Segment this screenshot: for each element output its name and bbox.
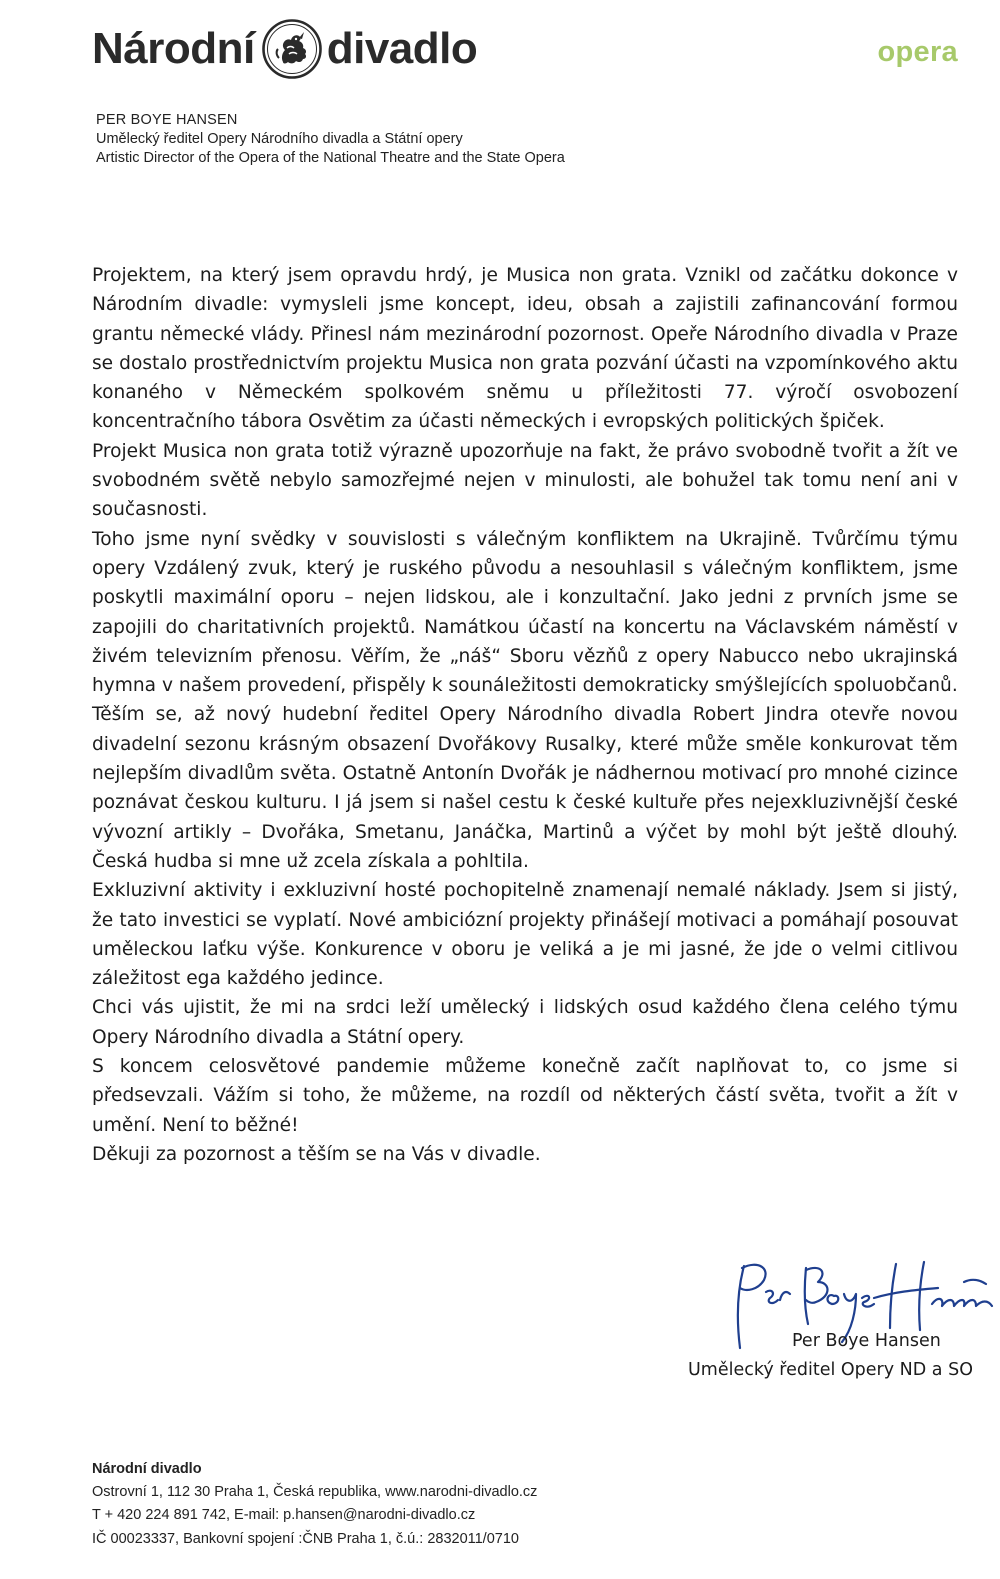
footer-contact: T + 420 224 891 742, E-mail: p.hansen@narodni-divadlo.cz (92, 1507, 476, 1524)
footer-bank: IČ 00023337, Bankovní spojení :ČNB Praha 1, č.ú.: 2832011/0710 (92, 1530, 519, 1547)
paragraph-4: Těším se, až nový hudební ředitel Opery Národního divadla Robert Jindra otevře novou divadelní sezonu krásným obsazení Dvořákovy Rusalky, které může směle konkurovat těm nejlepším divadlům světa. Ostatně Antonín Dvořák je nádhernou motivací pro mnohé cizince poznávat českou kulturu. I já jsem si našel cestu k české kultuře přes nejexkluzivnější české vývozní artikly – Dvořáka, Smetanu, Janáčka, Martinů a výčet by mohl být ještě dlouhý. Česká hudba si mne už zcela získala a pohltila. (92, 704, 958, 872)
sender-name: PER BOYE HANSEN (96, 112, 238, 128)
letterhead-footer (92, 1458, 537, 1551)
signature-name: Per Boye Hansen (792, 1331, 941, 1351)
logo-word-left: Národní (92, 24, 255, 73)
sender-title-cs: Umělecký ředitel Opery Národního divadla a Státní opery (96, 131, 463, 147)
footer-org: Národní divadlo (92, 1461, 202, 1477)
sender-block (96, 111, 565, 168)
letter-body (92, 261, 958, 1169)
paragraph-1: Projektem, na který jsem opravdu hrdý, je Musica non grata. Vznikl od začátku dokonce v Národním divadle: vymysleli jsme koncept, ideu, obsah a zajistili zafinancování formou grantu německé vlády. Přinesl nám mezinárodní pozornost. Opeře Národního divadla v Praze se dostalo prostřednictvím projektu Musica non grata pozvání účasti na vzpomínkového aktu konaného v Německém spolkovém sněmu u příležitosti 77. výročí osvobození koncentračního tábora Osvětim za účasti německých i evropských politických špiček. (92, 265, 958, 433)
lion-emblem-icon (261, 18, 323, 80)
logo-word-right: divadlo (326, 24, 478, 73)
footer-address: Ostrovní 1, 112 30 Praha 1, Česká republika, www.narodni-divadlo.cz (92, 1484, 538, 1501)
paragraph-5: Exkluzivní aktivity i exkluzivní hosté pochopitelně znamenají nemalé náklady. Jsem si jistý, že tato investici se vyplatí. Nové ambiciózní projekty přinášejí motivaci a pomáhají posouvat uměleckou laťku výše. Konkurence v oboru je veliká a je mi jasné, že jde o velmi citlivou záležitost ega každého jedince. (92, 880, 958, 990)
paragraph-3: Toho jsme nyní svědky v souvislosti s válečným konfliktem na Ukrajině. Tvůrčímu týmu opery Vzdálený zvuk, který je ruského původu a nesouhlasil s válečným konfliktem, jsme poskytli maximální oporu – nejen lidskou, ale i konzultační. Jako jedni z prvních jsme se zapojili do charitativních projektů. Namátkou účastí na koncertu na Václavském náměstí v živém televizním přenosu. Věřím, že „náš“ Sboru vězňů z opery Nabucco nebo ukrajinská hymna v našem provedení, přispěly k sounáležitosti demokraticky smýšlejících spoluobčanů. (92, 528, 958, 697)
signature-title: Umělecký ředitel Opery ND a SO (688, 1360, 973, 1380)
sender-title-en: Artistic Director of the Opera of the National Theatre and the State Opera (96, 150, 565, 166)
section-label: opera (877, 36, 958, 68)
paragraph-8: Děkuji za pozornost a těším se na Vás v divadle. (92, 1143, 541, 1165)
paragraph-6: Chci vás ujistit, že mi na srdci leží umělecký i lidských osud každého člena celého týmu Opery Národního divadla a Státní opery. (92, 997, 958, 1048)
paragraph-2: Projekt Musica non grata totiž výrazně upozorňuje na fakt, že právo svobodně tvořit a žít ve svobodném světě nebylo samozřejmé nejen v minulosti, ale bohužel tak tomu není ani v současnosti. (92, 440, 958, 521)
theatre-logo (92, 18, 477, 80)
paragraph-7: S koncem celosvětové pandemie můžeme konečně začít naplňovat to, co jsme si předsevzali. Vážím si toho, že můžeme, na rozdíl od některých částí světa, tvořit a žít v umění. Není to běžné! (92, 1056, 958, 1136)
